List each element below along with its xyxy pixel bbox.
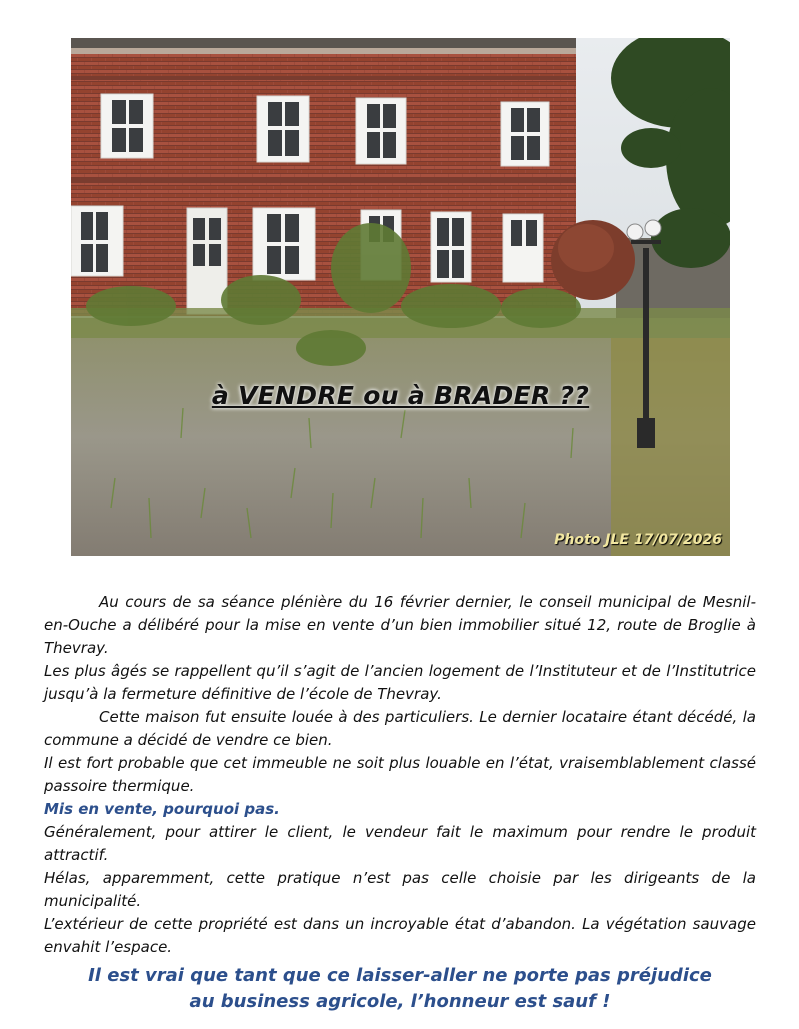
article-body [44,591,756,959]
house-photo [71,38,730,556]
paragraph: Hélas, apparemment, cette pratique n’est pas celle choisie par les dirigeants de la municipalité. [44,869,756,910]
photo-credit: Photo JLE 17/07/2026 [554,532,722,548]
paragraph: Les plus âgés se rappellent qu’il s’agit de l’ancien logement de l’Instituteur et de l’Institutrice jusqu’à la fermeture définitive de l’école de Thevray. [44,662,756,703]
paragraph: Cette maison fut ensuite louée à des particuliers. Le dernier locataire étant décédé, la commune a décidé de vendre ce bien. [44,708,756,749]
conclusion-line: Il est vrai que tant que ce laisser-aller ne porte pas préjudice [88,965,712,986]
paragraph: Au cours de sa séance plénière du 16 février dernier, le conseil municipal de Mesnil-en-Ouche a délibéré pour la mise en vente d’un bien immobilier situé 12, route de Broglie à Thevray. [44,593,756,657]
subheading: Mis en vente, pourquoi pas. [44,800,280,818]
house-photo-illustration [71,38,730,556]
paragraph: Il est fort probable que cet immeuble ne soit plus louable en l’état, vraisemblablement classé passoire thermique. [44,754,756,795]
photo-overlay-title: à VENDRE ou à BRADER ?? [211,381,590,410]
paragraph: L’extérieur de cette propriété est dans un incroyable état d’abandon. La végétation sauvage envahit l’espace. [44,915,756,956]
conclusion [44,963,756,1015]
paragraph: Généralement, pour attirer le client, le vendeur fait le maximum pour rendre le produit attractif. [44,823,756,864]
conclusion-line: au business agricole, l’honneur est sauf ! [189,991,611,1012]
